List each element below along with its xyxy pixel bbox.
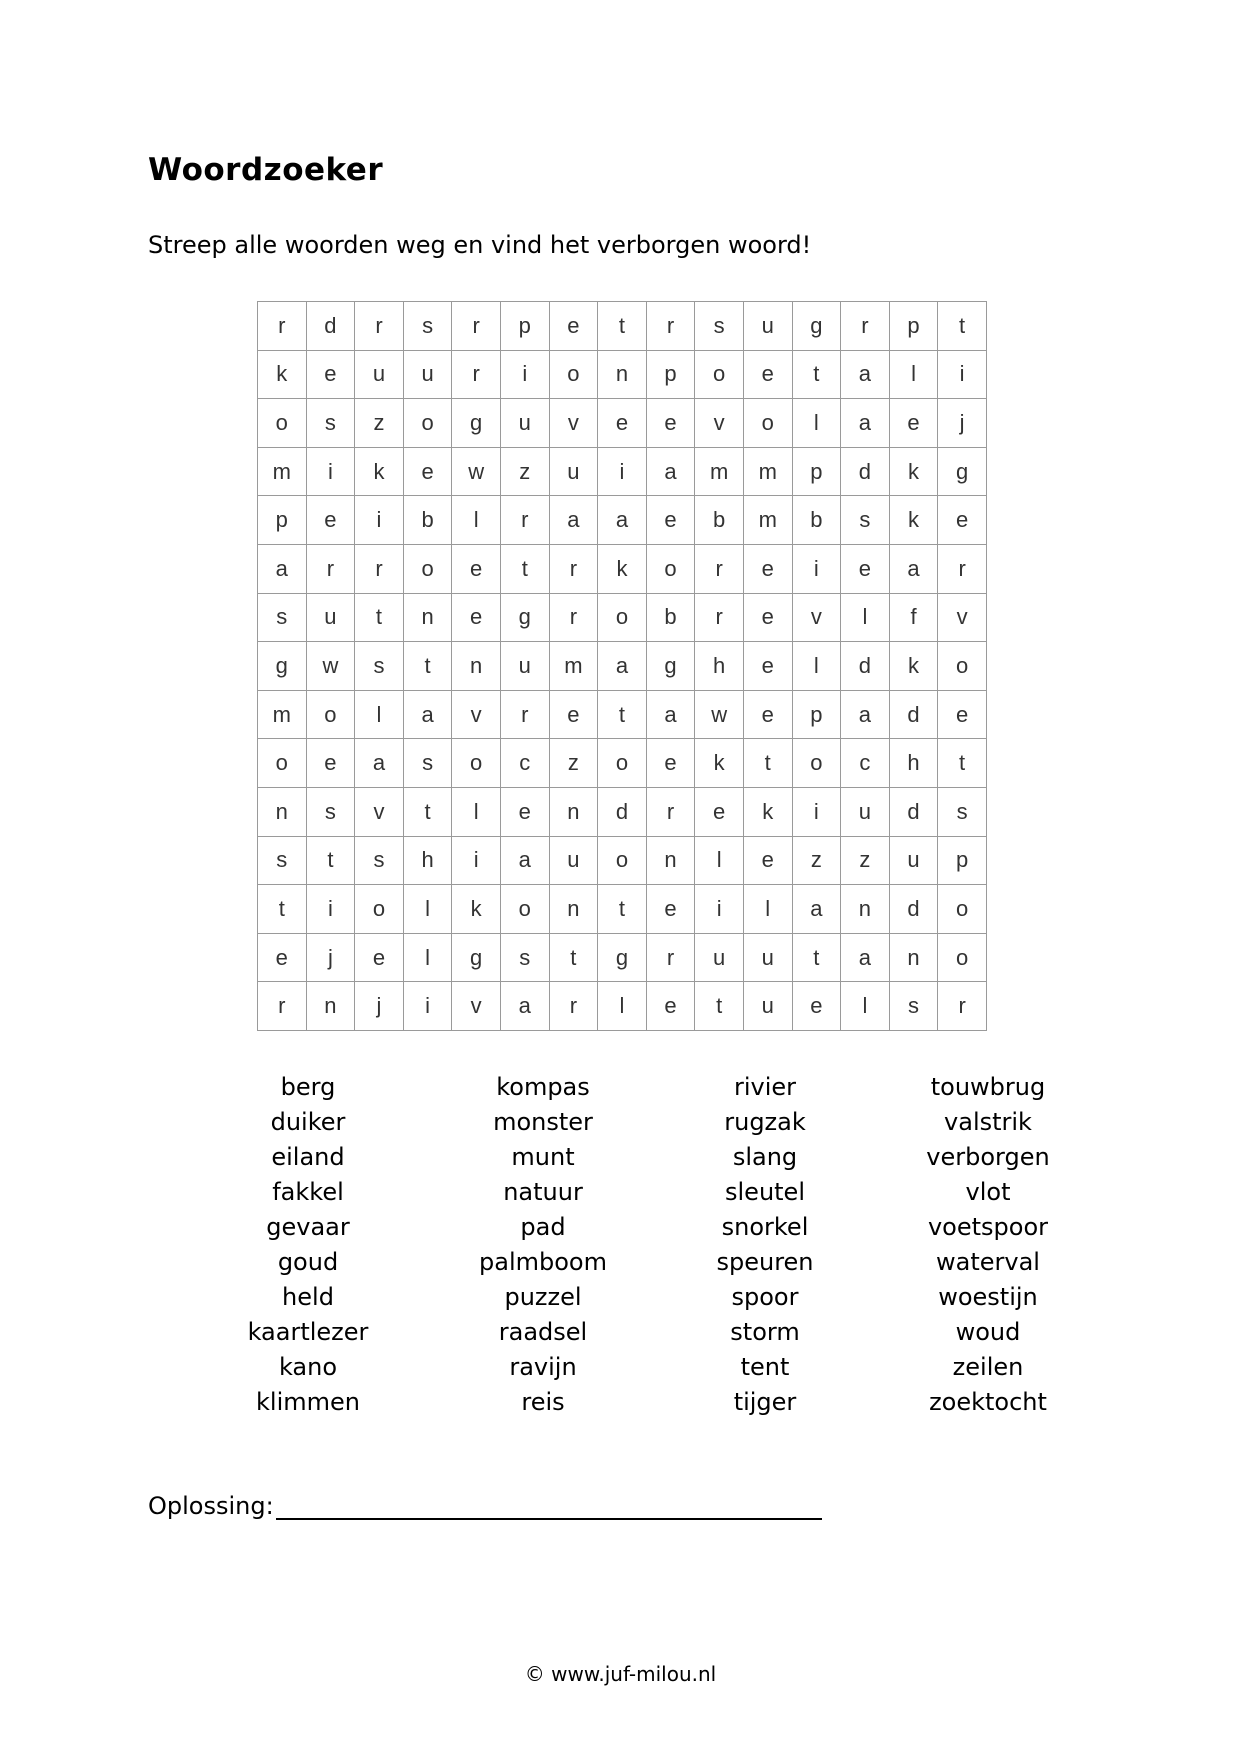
grid-cell[interactable]: t (403, 787, 452, 836)
grid-cell[interactable]: r (841, 302, 890, 351)
word-item: klimmen (256, 1388, 360, 1416)
grid-cell[interactable]: o (258, 399, 307, 448)
grid-cell[interactable]: o (792, 739, 841, 788)
word-item: puzzel (504, 1283, 582, 1311)
grid-cell[interactable]: e (646, 399, 695, 448)
word-item: palmboom (479, 1248, 607, 1276)
letter-grid (257, 301, 987, 1031)
grid-cell[interactable]: e (743, 593, 792, 642)
grid-cell[interactable]: n (549, 787, 598, 836)
grid-cell[interactable]: i (355, 496, 404, 545)
word-item: pad (520, 1213, 566, 1241)
grid-cell[interactable]: n (841, 885, 890, 934)
grid-cell[interactable]: e (695, 787, 744, 836)
grid-cell[interactable]: e (743, 544, 792, 593)
grid-cell[interactable]: o (452, 739, 501, 788)
grid-cell[interactable]: e (646, 496, 695, 545)
grid-cell[interactable]: n (646, 836, 695, 885)
grid-cell[interactable]: u (403, 350, 452, 399)
word-column (665, 1070, 865, 1420)
grid-cell[interactable]: l (695, 836, 744, 885)
grid-cell[interactable]: t (598, 302, 647, 351)
grid-cell[interactable]: u (743, 982, 792, 1031)
instruction-text: Streep alle woorden weg en vind het verborgen woord! (148, 231, 812, 259)
grid-cell[interactable]: r (646, 933, 695, 982)
grid-cell[interactable]: v (549, 399, 598, 448)
solution-answer-line[interactable] (276, 1490, 822, 1520)
grid-cell[interactable]: a (258, 544, 307, 593)
grid-cell[interactable]: o (403, 544, 452, 593)
grid-cell[interactable]: a (646, 690, 695, 739)
grid-row (258, 982, 987, 1031)
grid-cell[interactable]: v (695, 399, 744, 448)
grid-cell[interactable]: e (306, 350, 355, 399)
grid-cell[interactable]: g (792, 302, 841, 351)
grid-cell[interactable]: a (403, 690, 452, 739)
grid-cell[interactable]: o (500, 885, 549, 934)
grid-row (258, 302, 987, 351)
grid-cell[interactable]: u (355, 350, 404, 399)
grid-cell[interactable]: r (452, 302, 501, 351)
grid-cell[interactable]: r (258, 302, 307, 351)
grid-cell[interactable]: t (598, 885, 647, 934)
grid-cell[interactable]: p (889, 302, 938, 351)
grid-cell[interactable]: a (889, 544, 938, 593)
grid-cell[interactable]: i (500, 350, 549, 399)
grid-cell[interactable]: o (598, 836, 647, 885)
grid-cell[interactable]: o (695, 350, 744, 399)
grid-cell[interactable]: r (695, 544, 744, 593)
grid-cell[interactable]: o (598, 739, 647, 788)
grid-cell[interactable]: r (355, 544, 404, 593)
grid-cell[interactable]: o (743, 399, 792, 448)
grid-cell[interactable]: t (938, 302, 987, 351)
grid-cell[interactable]: g (500, 593, 549, 642)
grid-cell[interactable]: m (743, 447, 792, 496)
word-item: rugzak (724, 1108, 806, 1136)
grid-cell[interactable]: w (306, 642, 355, 691)
grid-cell[interactable]: e (938, 690, 987, 739)
word-item: zeilen (952, 1353, 1024, 1381)
grid-cell[interactable]: d (889, 787, 938, 836)
word-item: gevaar (266, 1213, 350, 1241)
grid-cell[interactable]: u (743, 933, 792, 982)
word-item: goud (277, 1248, 339, 1276)
grid-cell[interactable]: j (306, 933, 355, 982)
grid-cell[interactable]: e (258, 933, 307, 982)
grid-cell[interactable]: a (841, 690, 890, 739)
grid-cell[interactable]: e (646, 982, 695, 1031)
grid-cell[interactable]: h (403, 836, 452, 885)
grid-cell[interactable]: k (889, 642, 938, 691)
footer-credit: © www.juf-milou.nl (524, 1662, 717, 1686)
word-item: tent (740, 1353, 790, 1381)
grid-cell[interactable]: w (695, 690, 744, 739)
grid-row (258, 933, 987, 982)
grid-cell[interactable]: a (549, 496, 598, 545)
grid-cell[interactable]: o (646, 544, 695, 593)
grid-cell[interactable]: l (841, 982, 890, 1031)
grid-cell[interactable]: s (500, 933, 549, 982)
word-item: natuur (503, 1178, 583, 1206)
grid-cell[interactable]: t (598, 690, 647, 739)
grid-cell[interactable]: i (695, 885, 744, 934)
grid-cell[interactable]: o (938, 642, 987, 691)
grid-cell[interactable]: k (355, 447, 404, 496)
grid-row (258, 787, 987, 836)
grid-row (258, 593, 987, 642)
grid-cell[interactable]: e (598, 399, 647, 448)
word-item: duiker (270, 1108, 346, 1136)
grid-row (258, 350, 987, 399)
grid-cell[interactable]: b (646, 593, 695, 642)
grid-cell[interactable]: n (452, 642, 501, 691)
grid-cell[interactable]: e (452, 593, 501, 642)
grid-cell[interactable]: d (598, 787, 647, 836)
grid-cell[interactable]: u (743, 302, 792, 351)
grid-cell[interactable]: e (549, 302, 598, 351)
grid-cell[interactable]: p (500, 302, 549, 351)
grid-cell[interactable]: r (646, 787, 695, 836)
grid-cell[interactable]: s (258, 836, 307, 885)
grid-cell[interactable]: a (841, 933, 890, 982)
grid-cell[interactable]: f (889, 593, 938, 642)
grid-cell[interactable]: d (841, 447, 890, 496)
grid-cell[interactable]: u (695, 933, 744, 982)
word-item: speuren (716, 1248, 814, 1276)
grid-cell[interactable]: a (355, 739, 404, 788)
grid-cell[interactable]: u (841, 787, 890, 836)
grid-cell[interactable]: e (938, 496, 987, 545)
grid-cell[interactable]: m (743, 496, 792, 545)
page-title: Woordzoeker (148, 152, 384, 188)
grid-cell[interactable]: z (549, 739, 598, 788)
grid-row (258, 642, 987, 691)
grid-cell[interactable]: e (889, 399, 938, 448)
grid-cell[interactable]: e (355, 933, 404, 982)
grid-cell[interactable]: s (695, 302, 744, 351)
grid-cell[interactable]: o (549, 350, 598, 399)
grid-cell[interactable]: i (792, 787, 841, 836)
grid-row (258, 885, 987, 934)
grid-cell[interactable]: r (549, 544, 598, 593)
grid-cell[interactable]: g (452, 933, 501, 982)
grid-cell[interactable]: r (306, 544, 355, 593)
grid-cell[interactable]: s (889, 982, 938, 1031)
word-item: sleutel (725, 1178, 805, 1206)
grid-cell[interactable]: t (306, 836, 355, 885)
word-item: tijger (733, 1388, 797, 1416)
grid-cell[interactable]: r (452, 350, 501, 399)
grid-cell[interactable]: b (695, 496, 744, 545)
grid-cell[interactable]: s (355, 836, 404, 885)
word-item: fakkel (272, 1178, 344, 1206)
grid-cell[interactable]: u (306, 593, 355, 642)
grid-cell[interactable]: u (500, 642, 549, 691)
grid-cell[interactable]: e (841, 544, 890, 593)
grid-cell[interactable]: k (598, 544, 647, 593)
grid-cell[interactable]: d (306, 302, 355, 351)
grid-row (258, 399, 987, 448)
grid-cell[interactable]: l (841, 593, 890, 642)
grid-cell[interactable]: c (841, 739, 890, 788)
word-item: munt (511, 1143, 575, 1171)
grid-row (258, 544, 987, 593)
grid-cell[interactable]: e (500, 787, 549, 836)
word-column (208, 1070, 408, 1420)
grid-cell[interactable]: v (452, 982, 501, 1031)
grid-cell[interactable]: t (792, 933, 841, 982)
grid-cell[interactable]: t (743, 739, 792, 788)
grid-cell[interactable]: t (403, 642, 452, 691)
grid-cell[interactable]: m (549, 642, 598, 691)
word-item: woestijn (938, 1283, 1038, 1311)
word-item: raadsel (498, 1318, 588, 1346)
grid-cell[interactable]: z (792, 836, 841, 885)
word-item: valstrik (944, 1108, 1032, 1136)
grid-cell[interactable]: j (355, 982, 404, 1031)
word-item: storm (730, 1318, 800, 1346)
grid-cell[interactable]: l (792, 399, 841, 448)
grid-row (258, 447, 987, 496)
grid-cell[interactable]: s (938, 787, 987, 836)
word-item: ravijn (509, 1353, 577, 1381)
grid-cell[interactable]: p (258, 496, 307, 545)
grid-cell[interactable]: g (598, 933, 647, 982)
grid-cell[interactable]: u (889, 836, 938, 885)
word-item: woud (955, 1318, 1021, 1346)
grid-cell[interactable]: e (743, 690, 792, 739)
grid-cell[interactable]: r (355, 302, 404, 351)
grid-cell[interactable]: g (258, 642, 307, 691)
grid-cell[interactable]: v (355, 787, 404, 836)
grid-cell[interactable]: i (598, 447, 647, 496)
grid-cell[interactable]: i (403, 982, 452, 1031)
grid-cell[interactable]: d (841, 642, 890, 691)
grid-cell[interactable]: l (743, 885, 792, 934)
grid-cell[interactable]: i (306, 885, 355, 934)
grid-cell[interactable]: r (500, 496, 549, 545)
grid-cell[interactable]: l (403, 933, 452, 982)
grid-cell[interactable]: o (938, 933, 987, 982)
word-item: reis (521, 1388, 565, 1416)
word-item: eiland (271, 1143, 345, 1171)
grid-cell[interactable]: k (743, 787, 792, 836)
word-item: waterval (936, 1248, 1040, 1276)
grid-cell[interactable]: t (938, 739, 987, 788)
grid-cell[interactable]: e (743, 836, 792, 885)
word-item: snorkel (721, 1213, 809, 1241)
grid-cell[interactable]: o (403, 399, 452, 448)
grid-cell[interactable]: n (889, 933, 938, 982)
grid-cell[interactable]: a (792, 885, 841, 934)
grid-cell[interactable]: e (646, 739, 695, 788)
grid-cell[interactable]: a (598, 642, 647, 691)
grid-cell[interactable]: a (646, 447, 695, 496)
grid-cell[interactable]: r (646, 302, 695, 351)
grid-row (258, 739, 987, 788)
grid-cell[interactable]: i (938, 350, 987, 399)
grid-cell[interactable]: r (549, 982, 598, 1031)
grid-cell[interactable]: e (743, 350, 792, 399)
grid-cell[interactable]: a (598, 496, 647, 545)
grid-cell[interactable]: l (355, 690, 404, 739)
grid-row (258, 690, 987, 739)
grid-cell[interactable]: l (452, 787, 501, 836)
solution-label: Oplossing: (148, 1492, 274, 1520)
grid-cell[interactable]: n (598, 350, 647, 399)
grid-cell[interactable]: a (500, 982, 549, 1031)
grid-cell[interactable]: k (452, 885, 501, 934)
grid-cell[interactable]: r (258, 982, 307, 1031)
grid-cell[interactable]: u (500, 399, 549, 448)
word-item: rivier (733, 1073, 797, 1101)
grid-cell[interactable]: s (403, 739, 452, 788)
grid-cell[interactable]: p (792, 690, 841, 739)
grid-cell[interactable]: k (889, 496, 938, 545)
grid-cell[interactable]: h (889, 739, 938, 788)
grid-cell[interactable]: s (306, 399, 355, 448)
grid-cell[interactable]: o (258, 739, 307, 788)
grid-cell[interactable]: m (258, 447, 307, 496)
grid-cell[interactable]: t (792, 350, 841, 399)
grid-cell[interactable]: v (792, 593, 841, 642)
grid-cell[interactable]: e (452, 544, 501, 593)
word-item: berg (280, 1073, 336, 1101)
word-item: spoor (731, 1283, 799, 1311)
grid-cell[interactable]: e (306, 739, 355, 788)
grid-cell[interactable]: e (743, 642, 792, 691)
word-item: kaartlezer (247, 1318, 369, 1346)
grid-cell[interactable]: l (792, 642, 841, 691)
word-item: voetspoor (927, 1213, 1049, 1241)
grid-cell[interactable]: i (306, 447, 355, 496)
grid-cell[interactable]: l (598, 982, 647, 1031)
grid-cell[interactable]: s (841, 496, 890, 545)
grid-cell[interactable]: t (355, 593, 404, 642)
grid-cell[interactable]: g (646, 642, 695, 691)
grid-cell[interactable]: o (306, 690, 355, 739)
grid-cell[interactable]: k (258, 350, 307, 399)
grid-cell[interactable]: r (500, 690, 549, 739)
grid-cell[interactable]: u (549, 447, 598, 496)
grid-cell[interactable]: d (889, 885, 938, 934)
grid-cell[interactable]: a (841, 350, 890, 399)
grid-cell[interactable]: s (306, 787, 355, 836)
grid-cell[interactable]: z (355, 399, 404, 448)
word-column (443, 1070, 643, 1420)
grid-cell[interactable]: j (938, 399, 987, 448)
grid-cell[interactable]: g (452, 399, 501, 448)
grid-cell[interactable]: d (889, 690, 938, 739)
word-item: kano (278, 1353, 338, 1381)
word-item: held (282, 1283, 334, 1311)
grid-cell[interactable]: e (646, 885, 695, 934)
grid-cell[interactable]: k (889, 447, 938, 496)
grid-row (258, 836, 987, 885)
grid-cell[interactable]: h (695, 642, 744, 691)
grid-cell[interactable]: m (258, 690, 307, 739)
grid-cell[interactable]: l (403, 885, 452, 934)
grid-cell[interactable]: t (258, 885, 307, 934)
word-column (888, 1070, 1088, 1420)
word-item: kompas (496, 1073, 590, 1101)
grid-cell[interactable]: p (646, 350, 695, 399)
grid-cell[interactable]: v (938, 593, 987, 642)
grid-cell[interactable]: e (403, 447, 452, 496)
grid-cell[interactable]: n (403, 593, 452, 642)
word-item: verborgen (926, 1143, 1050, 1171)
grid-cell[interactable]: a (841, 399, 890, 448)
word-item: monster (493, 1108, 593, 1136)
grid-cell[interactable]: e (549, 690, 598, 739)
grid-cell[interactable]: r (549, 593, 598, 642)
grid-cell[interactable]: t (500, 544, 549, 593)
grid-cell[interactable]: v (452, 690, 501, 739)
word-item: touwbrug (930, 1073, 1046, 1101)
grid-cell[interactable]: w (452, 447, 501, 496)
grid-cell[interactable]: o (938, 885, 987, 934)
grid-cell[interactable]: s (355, 642, 404, 691)
grid-cell[interactable]: o (355, 885, 404, 934)
grid-cell[interactable]: p (938, 836, 987, 885)
grid-cell[interactable]: i (792, 544, 841, 593)
grid-cell[interactable]: m (695, 447, 744, 496)
word-item: vlot (965, 1178, 1011, 1206)
grid-cell[interactable]: g (938, 447, 987, 496)
grid-cell[interactable]: n (549, 885, 598, 934)
grid-cell[interactable]: n (306, 982, 355, 1031)
grid-cell[interactable]: b (403, 496, 452, 545)
grid-cell[interactable]: e (306, 496, 355, 545)
grid-cell[interactable]: p (792, 447, 841, 496)
grid-cell[interactable]: r (938, 544, 987, 593)
grid-cell[interactable]: o (598, 593, 647, 642)
grid-cell[interactable]: i (452, 836, 501, 885)
grid-cell[interactable]: l (889, 350, 938, 399)
grid-cell[interactable]: u (549, 836, 598, 885)
grid-cell[interactable]: s (258, 593, 307, 642)
grid-cell[interactable]: b (792, 496, 841, 545)
grid-cell[interactable]: t (549, 933, 598, 982)
grid-row (258, 496, 987, 545)
grid-cell[interactable]: r (938, 982, 987, 1031)
word-item: zoektocht (929, 1388, 1047, 1416)
grid-cell[interactable]: t (695, 982, 744, 1031)
grid-cell[interactable]: s (403, 302, 452, 351)
word-item: slang (732, 1143, 798, 1171)
grid-cell[interactable]: c (500, 739, 549, 788)
grid-cell[interactable]: n (258, 787, 307, 836)
grid-cell[interactable]: r (695, 593, 744, 642)
grid-cell[interactable]: z (841, 836, 890, 885)
grid-cell[interactable]: l (452, 496, 501, 545)
grid-cell[interactable]: e (792, 982, 841, 1031)
grid-cell[interactable]: a (500, 836, 549, 885)
grid-cell[interactable]: z (500, 447, 549, 496)
solution-row (148, 1490, 822, 1520)
grid-cell[interactable]: k (695, 739, 744, 788)
